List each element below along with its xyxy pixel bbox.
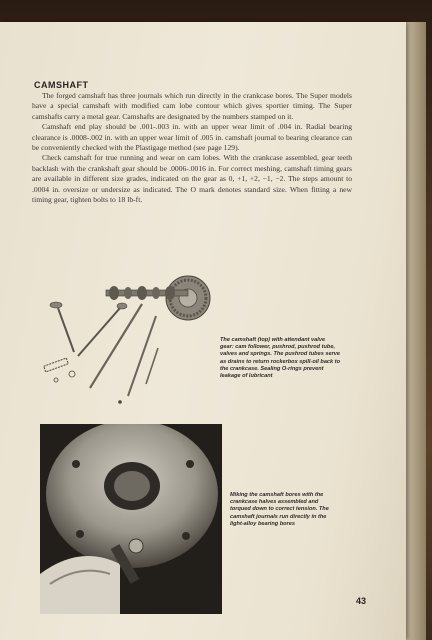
caption-crankcase: Miking the camshaft bores with the crankcase halves assembled and torqued down to correct tension. The camshaft journals run directly in the light-alloy bearing bores (230, 492, 329, 527)
crankcase-photo (40, 424, 222, 614)
paragraph: Camshaft end play should be .001-.003 in. with an upper wear limit of .004 in. Radial bearing clearance is .0008-.002 in. with an upper wear limit of .005 in. camshaft journal to bearing clearance can be conveniently checked with the Plastigage method (see page 129). (32, 122, 352, 153)
crankcase-image (40, 424, 222, 614)
section-heading: CAMSHAFT (34, 80, 89, 90)
caption-camshaft: The camshaft (top) with attendant valve gear: cam follower, pushrod, pushrod tube, valves and springs. The pushrod tubes serve as drains to return rockerbox spill-oil back to the crankcase. Sealing O-rings prevent leakage of lubricant (220, 337, 340, 380)
paragraph: The forged camshaft has three journals which run directly in the crankcase bores. The Super models have a special camshaft with modified cam lobe contour which gives sportier timing. The Super camshafts carry a metal gear. Camshafts are designated by the numbers stamped on it. (32, 91, 352, 121)
paragraph: Check camshaft for true running and wear on cam lobes. With the crankcase assembled, gear teeth backlash with the crankshaft gear should be .0006-.0016 in. For correct meshing, camshaft timing gears are available in different size grades, indicated on the gear as 0, +1, +2, −1, −2. The steps amount to .0004 in. oversize or undersize as indicated. The O mark denotes standard size. When fitting a new timing gear, tighten bolts to 18 lb-ft. (32, 153, 352, 205)
valve-springs (44, 358, 75, 382)
page-number: 43 (356, 596, 367, 606)
camshaft-illustration (34, 268, 214, 418)
body-text (32, 91, 352, 205)
pushrods (90, 304, 158, 404)
valve-right (78, 303, 127, 356)
valve-left (50, 302, 74, 352)
